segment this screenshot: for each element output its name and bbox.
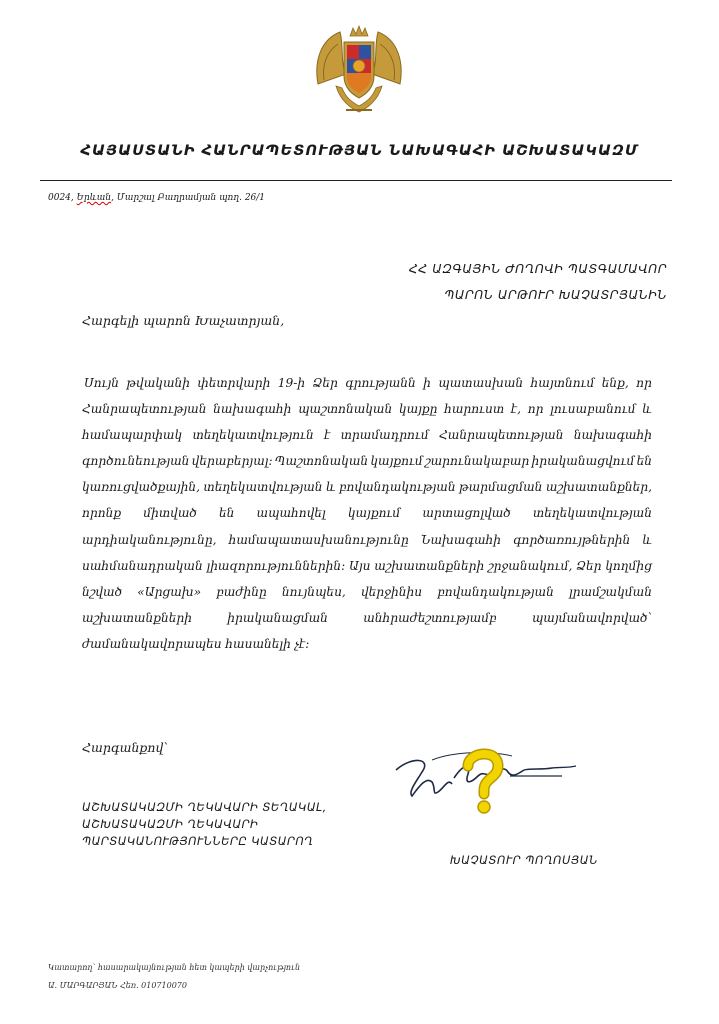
body-word: Պաշտոնական (274, 454, 369, 469)
coat-of-arms-of-armenia-icon (310, 22, 408, 120)
sender-address (48, 193, 265, 203)
body-line (82, 500, 652, 526)
body-word: 19-ի (277, 376, 306, 390)
body-word: աշխատանքներ, (545, 480, 652, 495)
body-line (82, 370, 652, 396)
address-city: Երևան (76, 193, 112, 203)
body-word: իրականացվում (531, 454, 635, 469)
body-word: արդիականությունը, (82, 532, 217, 547)
body-line (82, 422, 652, 448)
body-word: գրությանն (345, 376, 416, 390)
body-word: տեղեկատվության (203, 480, 323, 495)
body-word: և (642, 532, 652, 547)
body-word: միտված (143, 506, 197, 521)
body-word: է, (510, 402, 522, 417)
body-word: բաժինը (216, 584, 267, 599)
address-code: 0024, (48, 193, 77, 203)
body-word: լուսաբանում (550, 402, 636, 417)
body-word: հարուստ (444, 402, 505, 417)
footer-contact (48, 959, 300, 995)
body-line (82, 631, 652, 657)
body-word: լիազորություններին: (206, 558, 346, 573)
recipient-line-2: ՊԱՐՈՆ ԱՐԹՈՒՐ ԽԱՉԱՏՐՅԱՆԻՆ (444, 287, 667, 302)
body-word: աշխատանքների (374, 558, 485, 573)
body-line (82, 579, 652, 605)
body-word: տեղեկատվություն (192, 428, 314, 443)
body-word: շարունակաբար (424, 454, 530, 469)
body-word: Հանրապետության (439, 428, 564, 443)
body-word: իրականացման (227, 610, 328, 625)
body-word: վերաբերյալ: (191, 454, 273, 469)
body-word: Սույն (84, 376, 120, 390)
body-word: նշված (82, 584, 123, 599)
signer-name: ԽԱՉԱՏՈՒՐ ՊՈՂՈՍՅԱՆ (450, 853, 598, 867)
body-word: որոնք (82, 506, 122, 521)
body-word: հասանելի (225, 636, 291, 651)
body-line (82, 448, 652, 474)
letter-body (82, 370, 652, 657)
body-word: պատասխան (438, 376, 524, 390)
header-divider (40, 180, 672, 181)
body-word: կայքում (370, 454, 423, 469)
body-line (82, 474, 652, 500)
body-word: նախագահի (213, 402, 292, 417)
signer-title-line-1: ԱՇԽԱՏԱԿԱԶՄԻ ՂԵԿԱՎԱՐԻ ՏԵՂԱԿԱԼ, (82, 800, 327, 814)
body-word: կողմից (605, 558, 652, 573)
body-word: համապարփակ (82, 428, 183, 443)
body-word: նախագահի (573, 428, 652, 443)
body-word: չէ: (294, 636, 310, 651)
body-word: Ձեր (312, 376, 338, 390)
body-word: Նախագահի (420, 532, 501, 547)
body-word: նույնպես, (281, 584, 346, 599)
recipient-block (409, 256, 667, 308)
body-word: և (325, 480, 336, 495)
body-word: են (636, 454, 652, 469)
body-word: թվականի (126, 376, 190, 390)
body-word: գործառույթներին (513, 532, 631, 547)
body-word: բովանդակության (338, 480, 456, 495)
body-word: սահմանադրական (82, 558, 203, 573)
body-word: տրամադրում (340, 428, 429, 443)
body-word: պայմանավորված՝ (531, 610, 652, 625)
body-word: լրամշակման (568, 584, 652, 599)
body-word: գործունեության (82, 454, 190, 469)
body-word: աշխատանքների (82, 610, 192, 625)
body-word: կայքը (398, 402, 438, 417)
body-word: ժամանակավորապես (82, 636, 222, 651)
coat-of-arms-emblem (310, 22, 408, 120)
body-word: Այս (348, 558, 371, 573)
body-word: «Արցախ» (137, 584, 202, 599)
body-word: փետրվարի (197, 376, 271, 390)
body-word: վերջինիս (360, 584, 423, 599)
body-line (82, 396, 652, 422)
body-word: բովանդակության (437, 584, 554, 599)
body-line (82, 527, 652, 553)
body-word: ապահովել (256, 506, 326, 521)
body-word: կառուցվածքային, (82, 480, 201, 495)
footer-executor: Կատարող՝ հասարակայնության հետ կապերի վարչություն (48, 963, 301, 972)
body-word: շրջանակում, (487, 558, 573, 573)
body-word: թարմացման (458, 480, 543, 495)
recipient-line-1: ՀՀ ԱԶԳԱՅԻՆ ԺՈՂՈՎԻ ՊԱՏԳԱՄԱՎՈՐ (408, 261, 667, 276)
salutation: Հարգելի պարոն Խաչատրյան, (82, 313, 285, 328)
body-word: պաշտոնական (298, 402, 393, 417)
body-word: արտացոլված (422, 506, 511, 521)
body-word: տեղեկատվության (532, 506, 652, 521)
body-word: և (642, 402, 652, 417)
body-line (82, 605, 652, 631)
signer-title-line-3: ՊԱՐՏԱԿԱՆՈՒԹՅՈՒՆՆԵՐԸ ԿԱՏԱՐՈՂ (82, 834, 314, 848)
body-word: է (324, 428, 331, 443)
footer-phone: Ա. ՄԱՐԳԱՐՅԱՆ Հեռ. 010710070 (48, 981, 187, 990)
closing-phrase: Հարգանքով՝ (82, 740, 168, 755)
body-word: հայտնում (530, 376, 595, 390)
signer-title (82, 799, 327, 850)
body-line (82, 553, 652, 579)
body-word: ենք, (601, 376, 629, 390)
body-word: ի (423, 376, 431, 390)
body-word: անհրաժեշտությամբ (363, 610, 497, 625)
body-word: կայքում (347, 506, 401, 521)
body-word: որ (527, 402, 544, 417)
body-word: որ (636, 376, 652, 390)
address-street: , Մարշալ Բաղրամյան պող. 26/1 (111, 193, 266, 203)
body-word: համապատասխանությունը (228, 532, 409, 547)
body-word: են (218, 506, 235, 521)
organization-title: ՀԱՅԱՍՏԱՆԻ ՀԱՆՐԱՊԵՏՈՒԹՅԱՆ ՆԱԽԱԳԱՀԻ ԱՇԽԱՏԱԿԱԶՄ (80, 143, 639, 159)
body-word: Ձեր (576, 558, 602, 573)
question-mark-icon (458, 744, 508, 816)
signer-title-line-2: ԱՇԽԱՏԱԿԱԶՄԻ ՂԵԿԱՎԱՐԻ (82, 817, 259, 831)
body-word: Հանրապետության (82, 402, 207, 417)
